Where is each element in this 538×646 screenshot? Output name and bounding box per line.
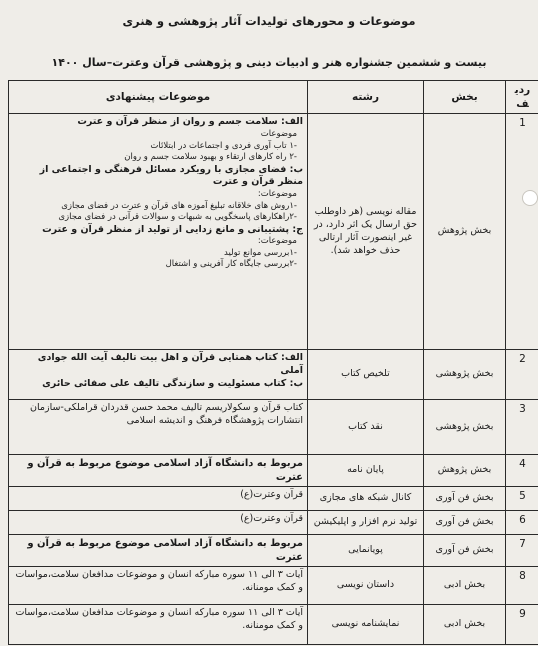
table-header-row <box>9 81 538 114</box>
topic-line: قرآن وعترت(ع) <box>240 513 303 525</box>
document-title: موضوعات و محورهای تولیدات آثار پژوهشی و هنری <box>122 14 416 28</box>
topic-line: موضوعات <box>260 129 297 140</box>
row-field: داستان نویسی <box>308 567 424 605</box>
row-section: بخش پژوهشی <box>424 350 506 400</box>
topic-line: الف: کتاب همتایی قرآن و اهل بیت تالیف آیت الله جوادی آملی <box>37 352 303 377</box>
table-row <box>9 605 538 645</box>
row-field: تولید نرم افزار و اپلیکیشن <box>308 511 424 535</box>
row-topics <box>9 114 308 350</box>
row-topics <box>9 350 308 400</box>
row-field: مقاله نویسی (هر داوطلب حق ارسال یک اثر دارد، در غیر اینصورت آثار ارتالی حذف خواهد شد). <box>308 114 424 350</box>
topic-line: -۱بررسی موانع تولید <box>224 247 297 258</box>
row-topics <box>9 605 308 645</box>
topic-line: آیات ۳ الی ۱۱ سوره مبارکه انسان و موضوعات مدافعان سلامت،مواسات و کمک مومنانه. <box>15 569 303 594</box>
row-section: بخش پژوهش <box>424 114 506 350</box>
table-body <box>9 114 538 645</box>
table-row <box>9 535 538 567</box>
row-topics <box>9 400 308 455</box>
row-field: کانال شبکه های مجازی <box>308 487 424 511</box>
topic-line: ج: پشتیبانی و مانع زدایی از تولید از منظر قرآن و عترت <box>42 223 303 235</box>
row-section: بخش ادبی <box>424 605 506 645</box>
row-field: پایان نامه <box>308 455 424 487</box>
table-row <box>9 350 538 400</box>
row-number: 4 <box>506 455 538 487</box>
row-field: نقد کتاب <box>308 400 424 455</box>
row-section: بخش فن آوری <box>424 487 506 511</box>
row-number: 5 <box>506 487 538 511</box>
row-number: 2 <box>506 350 538 400</box>
topic-line: -۲بررسی جایگاه کار آفرینی و اشتغال <box>165 259 297 270</box>
topic-line: -۱روش های خلاقانه تبلیغ آموزه های قرآن و عترت در فضای مجازی <box>61 200 297 211</box>
header-section: بخش <box>424 81 506 114</box>
document-subtitle: بیست و ششمین جشنواره هنر و ادبیات دینی و پژوهشی قرآن وعترت–سال ۱۴۰۰ <box>51 56 487 69</box>
header-num: ردیف <box>506 81 538 114</box>
row-field: نمایشنامه نویسی <box>308 605 424 645</box>
table-row <box>9 400 538 455</box>
topic-line: الف: سلامت جسم و روان از منظر قرآن و عترت <box>77 116 303 128</box>
row-topics-merged: مربوط به دانشگاه آزاد اسلامی موضوع مربوط به قرآن و عترت <box>9 535 308 567</box>
row-number: 8 <box>506 567 538 605</box>
topic-line: ب: فضای مجازی با رویکرد مسائل فرهنگی و اجتماعی از منظر قرآن و عترت <box>39 163 303 188</box>
topic-line: ب: کتاب مسئولیت و سازندگی تالیف علی صفائی حائری <box>42 377 303 389</box>
row-topics-merged: مربوط به دانشگاه آزاد اسلامی موضوع مربوط به قرآن و عترت <box>9 455 308 487</box>
row-topics <box>9 567 308 605</box>
topic-line: -۱ تاب آوری فردی و اجتماعات در ابتلائات <box>150 140 297 151</box>
header-topics: موضوعات پیشنهادی <box>9 81 308 114</box>
row-topics <box>9 511 308 535</box>
row-number: 7 <box>506 535 538 567</box>
topic-line: موضوعات: <box>257 189 297 200</box>
punch-hole <box>522 190 538 206</box>
topics-table <box>8 80 538 645</box>
row-section: بخش ادبی <box>424 567 506 605</box>
row-section: بخش فن آوری <box>424 511 506 535</box>
table-row <box>9 487 538 511</box>
topic-line: کتاب قرآن و سکولاریسم تالیف محمد حسن قدردان قراملکی-سازمان انتشارات پژوهشگاه فرهنگ و اندیشه اسلامی <box>30 402 303 427</box>
topic-line: آیات ۳ الی ۱۱ سوره مبارکه انسان و موضوعات مدافعان سلامت،مواسات و کمک مومنانه. <box>15 607 303 632</box>
row-topics <box>9 487 308 511</box>
row-number: 6 <box>506 511 538 535</box>
row-section: بخش فن آوری <box>424 535 506 567</box>
row-number: 3 <box>506 400 538 455</box>
topic-line: -۲راهکارهای پاسخگویی به شبهات و سوالات قرآنی در فضای مجازی <box>58 212 297 223</box>
table-row <box>9 567 538 605</box>
topic-line: قرآن وعترت(ع) <box>240 489 303 501</box>
header-field: رشته <box>308 81 424 114</box>
row-section: بخش پژوهش <box>424 455 506 487</box>
row-number: 1 <box>506 114 538 350</box>
row-field: پویانمایی <box>308 535 424 567</box>
row-number: 9 <box>506 605 538 645</box>
topic-line: -۲ راه کارهای ارتقاء و بهبود سلامت جسم و روان <box>124 152 297 163</box>
table-row <box>9 114 538 350</box>
table-row <box>9 511 538 535</box>
topic-line: موضوعات: <box>257 236 297 247</box>
table-row <box>9 455 538 487</box>
row-field: تلخیص کتاب <box>308 350 424 400</box>
row-section: بخش پژوهشی <box>424 400 506 455</box>
